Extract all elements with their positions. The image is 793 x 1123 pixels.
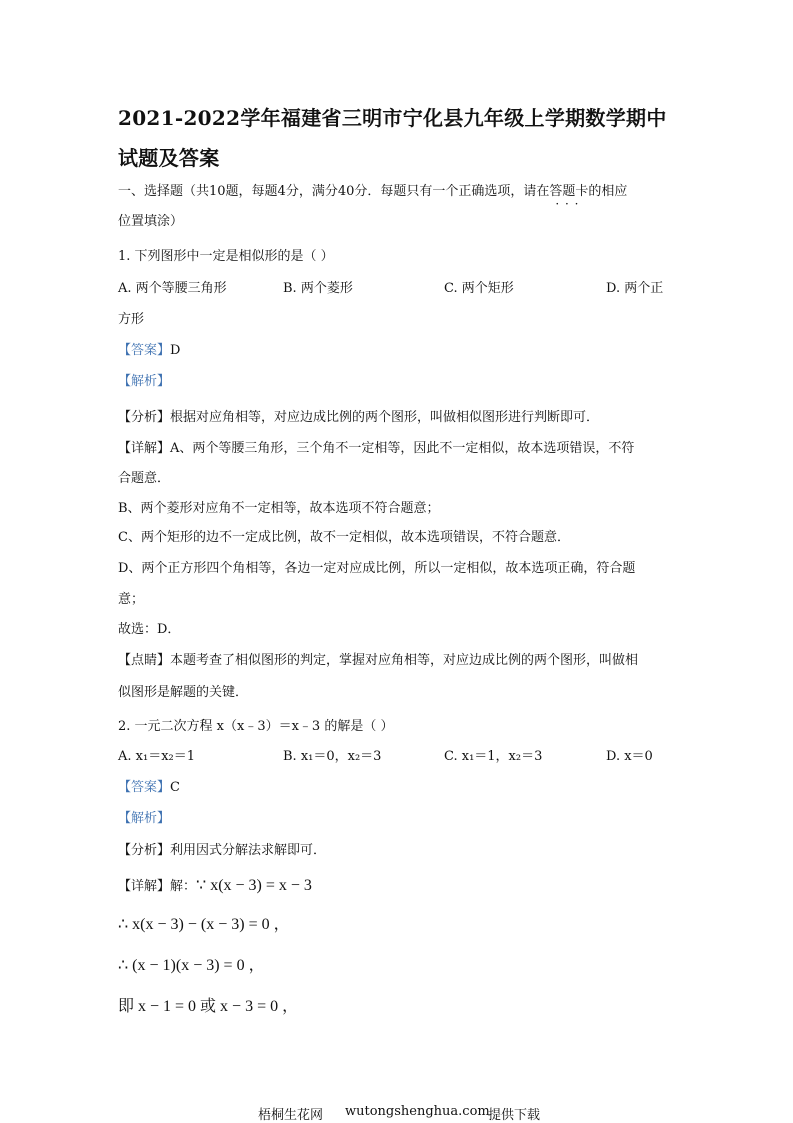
q2-option-d: D. x＝0 xyxy=(606,749,653,764)
q1-analysis-label: 【解析】 xyxy=(118,374,171,389)
math-step: ∵ x(x − 3) = x − 3 xyxy=(196,877,312,894)
footer-site-name: 梧桐生花网 xyxy=(258,1108,324,1123)
q2-fenxi: 【分析】利用因式分解法求解即可． xyxy=(118,843,327,858)
q1-option-c: C. 两个矩形 xyxy=(444,281,514,296)
q1-detail: B、两个菱形对应角不一定相等，故本选项不符合题意； xyxy=(118,501,440,516)
q1-choice: 故选：D． xyxy=(118,622,181,637)
q2-option-b: B. x₁＝0，x₂＝3 xyxy=(283,749,382,764)
document-title: 2021-2022学年福建省三明市宁化县九年级上学期数学期中 xyxy=(118,106,667,130)
q2-math-step: 即 x − 1 = 0 或 x − 3 = 0 ， xyxy=(118,998,299,1015)
section-text: 一、选择题（共10题，每题4分，满分40分．每题只有一个正确选项，请在 xyxy=(118,184,550,199)
q1-option-d-cont: 方形 xyxy=(118,312,145,327)
q1-detail: 【详解】A、两个等腰三角形，三个角不一定相等，因此不一定相似，故本选项错误，不符 xyxy=(118,441,635,456)
section-heading xyxy=(118,183,627,201)
q1-detail: C、两个矩形的边不一定成比例，故不一定相似，故本选项错误，不符合题意． xyxy=(118,530,570,545)
q1-dianjing: 似图形是解题的关键． xyxy=(118,685,249,700)
q2-analysis-label: 【解析】 xyxy=(118,811,171,826)
q2-answer xyxy=(118,779,180,797)
q1-dianjing: 【点睛】本题考查了相似图形的判定，掌握对应角相等，对应边成比例的两个图形，叫做相 xyxy=(118,653,639,668)
answer-label: 【答案】 xyxy=(118,780,171,795)
section-text: 的相应 xyxy=(588,184,628,199)
emphasized-text: 答题卡 · · · xyxy=(549,184,588,199)
q1-option-b: B. 两个菱形 xyxy=(283,281,353,296)
q1-option-a: A. 两个等腰三角形 xyxy=(118,281,227,296)
footer-download: 提供下载 xyxy=(488,1108,541,1123)
q1-option-d: D. 两个正 xyxy=(606,281,664,296)
detail-label: 【详解】解： xyxy=(118,879,197,894)
q2-math-step: ∴ (x − 1)(x − 3) = 0 ， xyxy=(118,957,265,974)
q2-math-step: ∴ x(x − 3) − (x − 3) = 0 ， xyxy=(118,916,290,933)
q2-option-c: C. x₁＝1，x₂＝3 xyxy=(444,749,543,764)
answer-value: D xyxy=(170,343,181,358)
footer-url[interactable]: wutongshenghua.com xyxy=(345,1104,490,1119)
q1-detail: 意； xyxy=(118,592,145,607)
section-heading-cont: 位置填涂） xyxy=(118,214,184,229)
q1-detail: D、两个正方形四个角相等，各边一定对应成比例，所以一定相似，故本选项正确，符合题 xyxy=(118,561,636,576)
answer-label: 【答案】 xyxy=(118,343,171,358)
q1-fenxi: 【分析】根据对应角相等，对应边成比例的两个图形，叫做相似图形进行判断即可． xyxy=(118,410,600,425)
q1-stem: 1. 下列图形中一定是相似形的是（ ） xyxy=(118,249,334,264)
answer-value: C xyxy=(170,780,180,795)
q1-answer xyxy=(118,342,180,360)
q2-stem: 2. 一元二次方程 x（x﹣3）＝x﹣3 的解是（ ） xyxy=(118,719,394,734)
q1-detail: 合题意． xyxy=(118,471,171,486)
q2-detail xyxy=(118,877,312,896)
document-title-cont: 试题及答案 xyxy=(118,146,220,170)
q2-option-a: A. x₁＝x₂＝1 xyxy=(118,749,196,764)
